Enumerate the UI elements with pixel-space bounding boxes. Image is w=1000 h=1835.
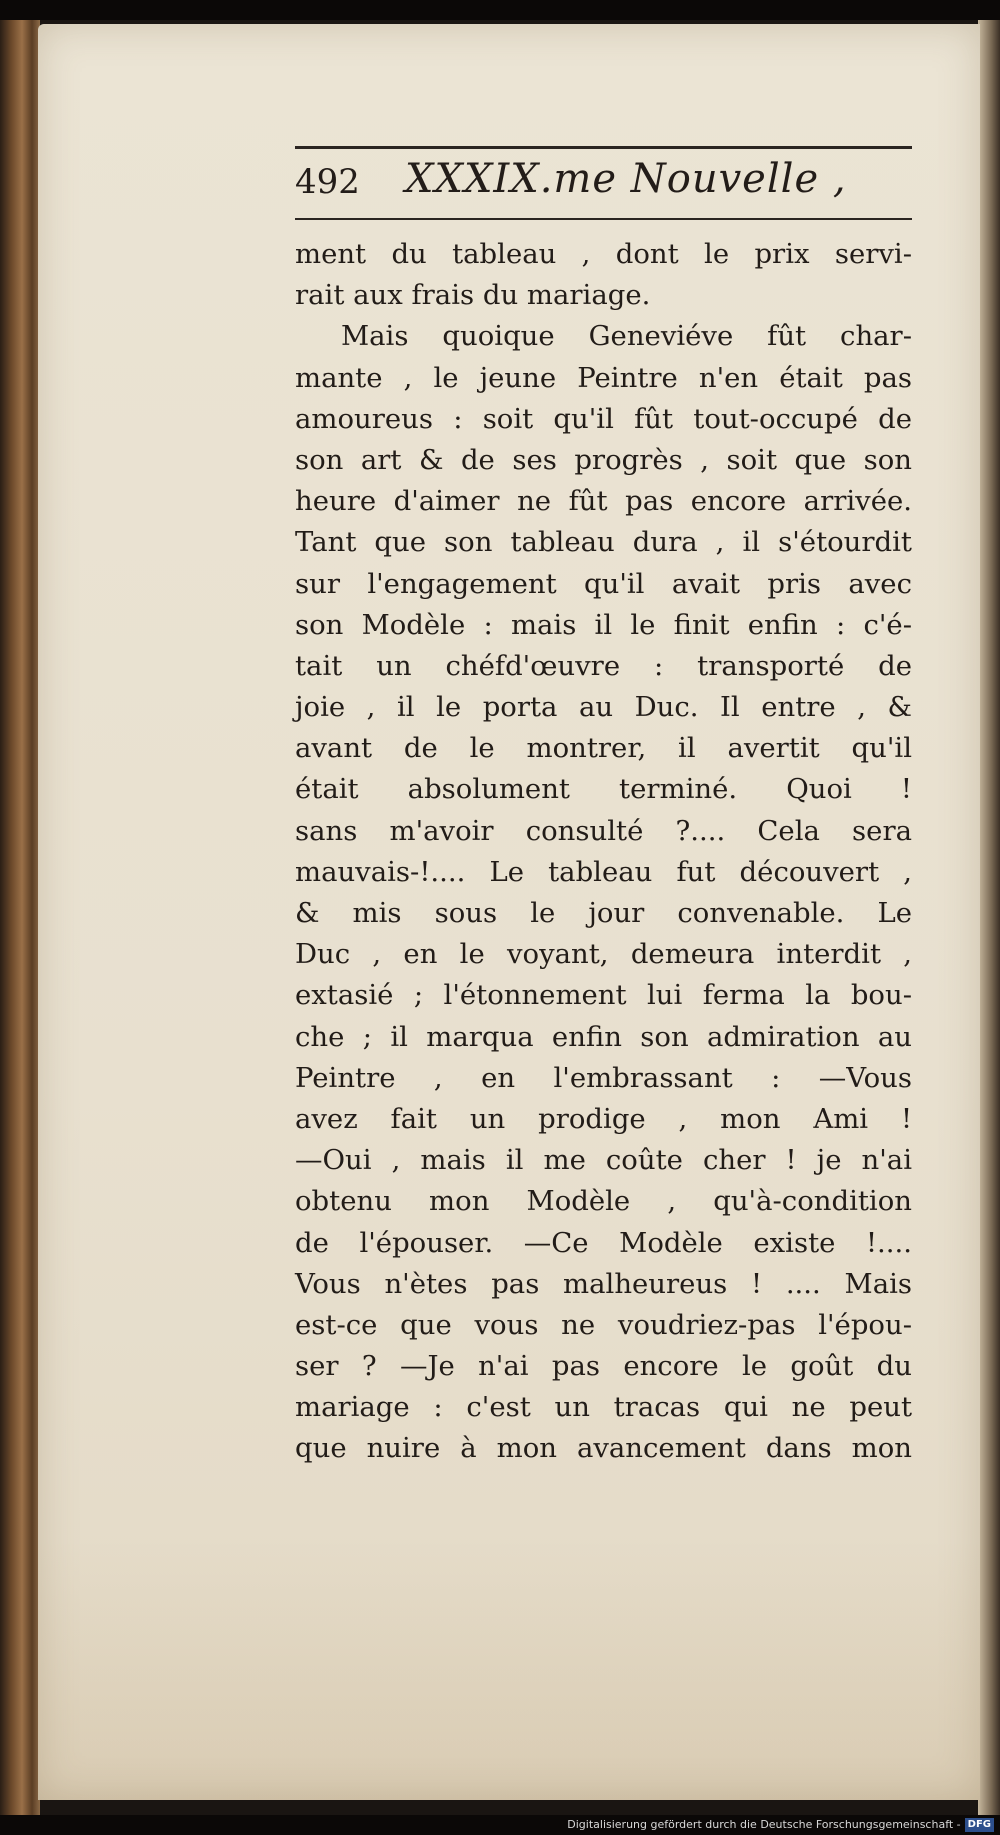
header-rule-bottom xyxy=(295,218,912,220)
text-line: de l'épouser. —Ce Modèle existe !.... xyxy=(295,1226,912,1259)
dfg-logo-icon: DFG xyxy=(965,1818,994,1832)
text-line: est-ce que vous ne voudriez-pas l'épou- xyxy=(295,1308,912,1341)
digitization-credit xyxy=(567,1817,994,1833)
page-edge xyxy=(978,20,1000,1815)
body-text xyxy=(295,234,912,1470)
running-head xyxy=(295,152,912,218)
text-line: était absolument terminé. Quoi ! xyxy=(295,773,912,806)
text-line: che ; il marqua enfin son admiration au xyxy=(295,1020,912,1053)
text-line: amoureus : soit qu'il fût tout-occupé de xyxy=(295,402,912,435)
text-line: sur l'engagement qu'il avait pris avec xyxy=(295,567,912,600)
text-line: mauvais-!.... Le tableau fut découvert , xyxy=(295,855,912,888)
text-line: que nuire à mon avancement dans mon xyxy=(295,1432,912,1465)
text-line: heure d'aimer ne fût pas encore arrivée. xyxy=(295,485,912,518)
text-line: avant de le montrer, il avertit qu'il xyxy=(295,732,912,765)
text-line: ser ? —Je n'ai pas encore le goût du xyxy=(295,1350,912,1383)
book-spine xyxy=(0,20,40,1815)
text-line: —Oui , mais il me coûte cher ! je n'ai xyxy=(295,1144,912,1177)
text-line: tait un chéfd'œuvre : transporté de xyxy=(295,649,912,682)
text-line: mariage : c'est un tracas qui ne peut xyxy=(295,1391,912,1424)
text-line: Tant que son tableau dura , il s'étourdit xyxy=(295,526,912,559)
header-rule-top xyxy=(295,146,912,149)
scan-top-border xyxy=(0,0,1000,20)
text-line: obtenu mon Modèle , qu'à-condition xyxy=(295,1185,912,1218)
text-line: Peintre , en l'embrassant : —Vous xyxy=(295,1061,912,1094)
text-line: joie , il le porta au Duc. Il entre , & xyxy=(295,691,912,724)
text-line: son Modèle : mais il le finit enfin : c'é- xyxy=(295,608,912,641)
text-line: Vous n'ètes pas malheureus ! .... Mais xyxy=(295,1267,912,1300)
page-number: 492 xyxy=(295,162,360,202)
text-line: rait aux frais du mariage. xyxy=(295,279,651,312)
text-line: & mis sous le jour convenable. Le xyxy=(295,897,912,929)
running-head-title: XXXIX.me Nouvelle , xyxy=(405,156,847,202)
text-line: son art & de ses progrès , soit que son xyxy=(295,443,912,476)
text-line: Duc , en le voyant, demeura interdit , xyxy=(295,938,912,971)
text-line: extasié ; l'étonnement lui ferma la bou- xyxy=(295,979,912,1012)
text-line: sans m'avoir consulté ?.... Cela sera xyxy=(295,814,912,847)
scan-footer-bar xyxy=(0,1815,1000,1835)
text-line: ment du tableau , dont le prix servi- xyxy=(295,238,912,270)
credit-text: Digitalisierung gefördert durch die Deutsche Forschungsgemeinschaft - xyxy=(567,1818,961,1831)
text-line: mante , le jeune Peintre n'en était pas xyxy=(295,361,912,394)
text-line: Mais quoique Geneviéve fût char- xyxy=(341,320,912,353)
text-line: avez fait un prodige , mon Ami ! xyxy=(295,1102,912,1135)
